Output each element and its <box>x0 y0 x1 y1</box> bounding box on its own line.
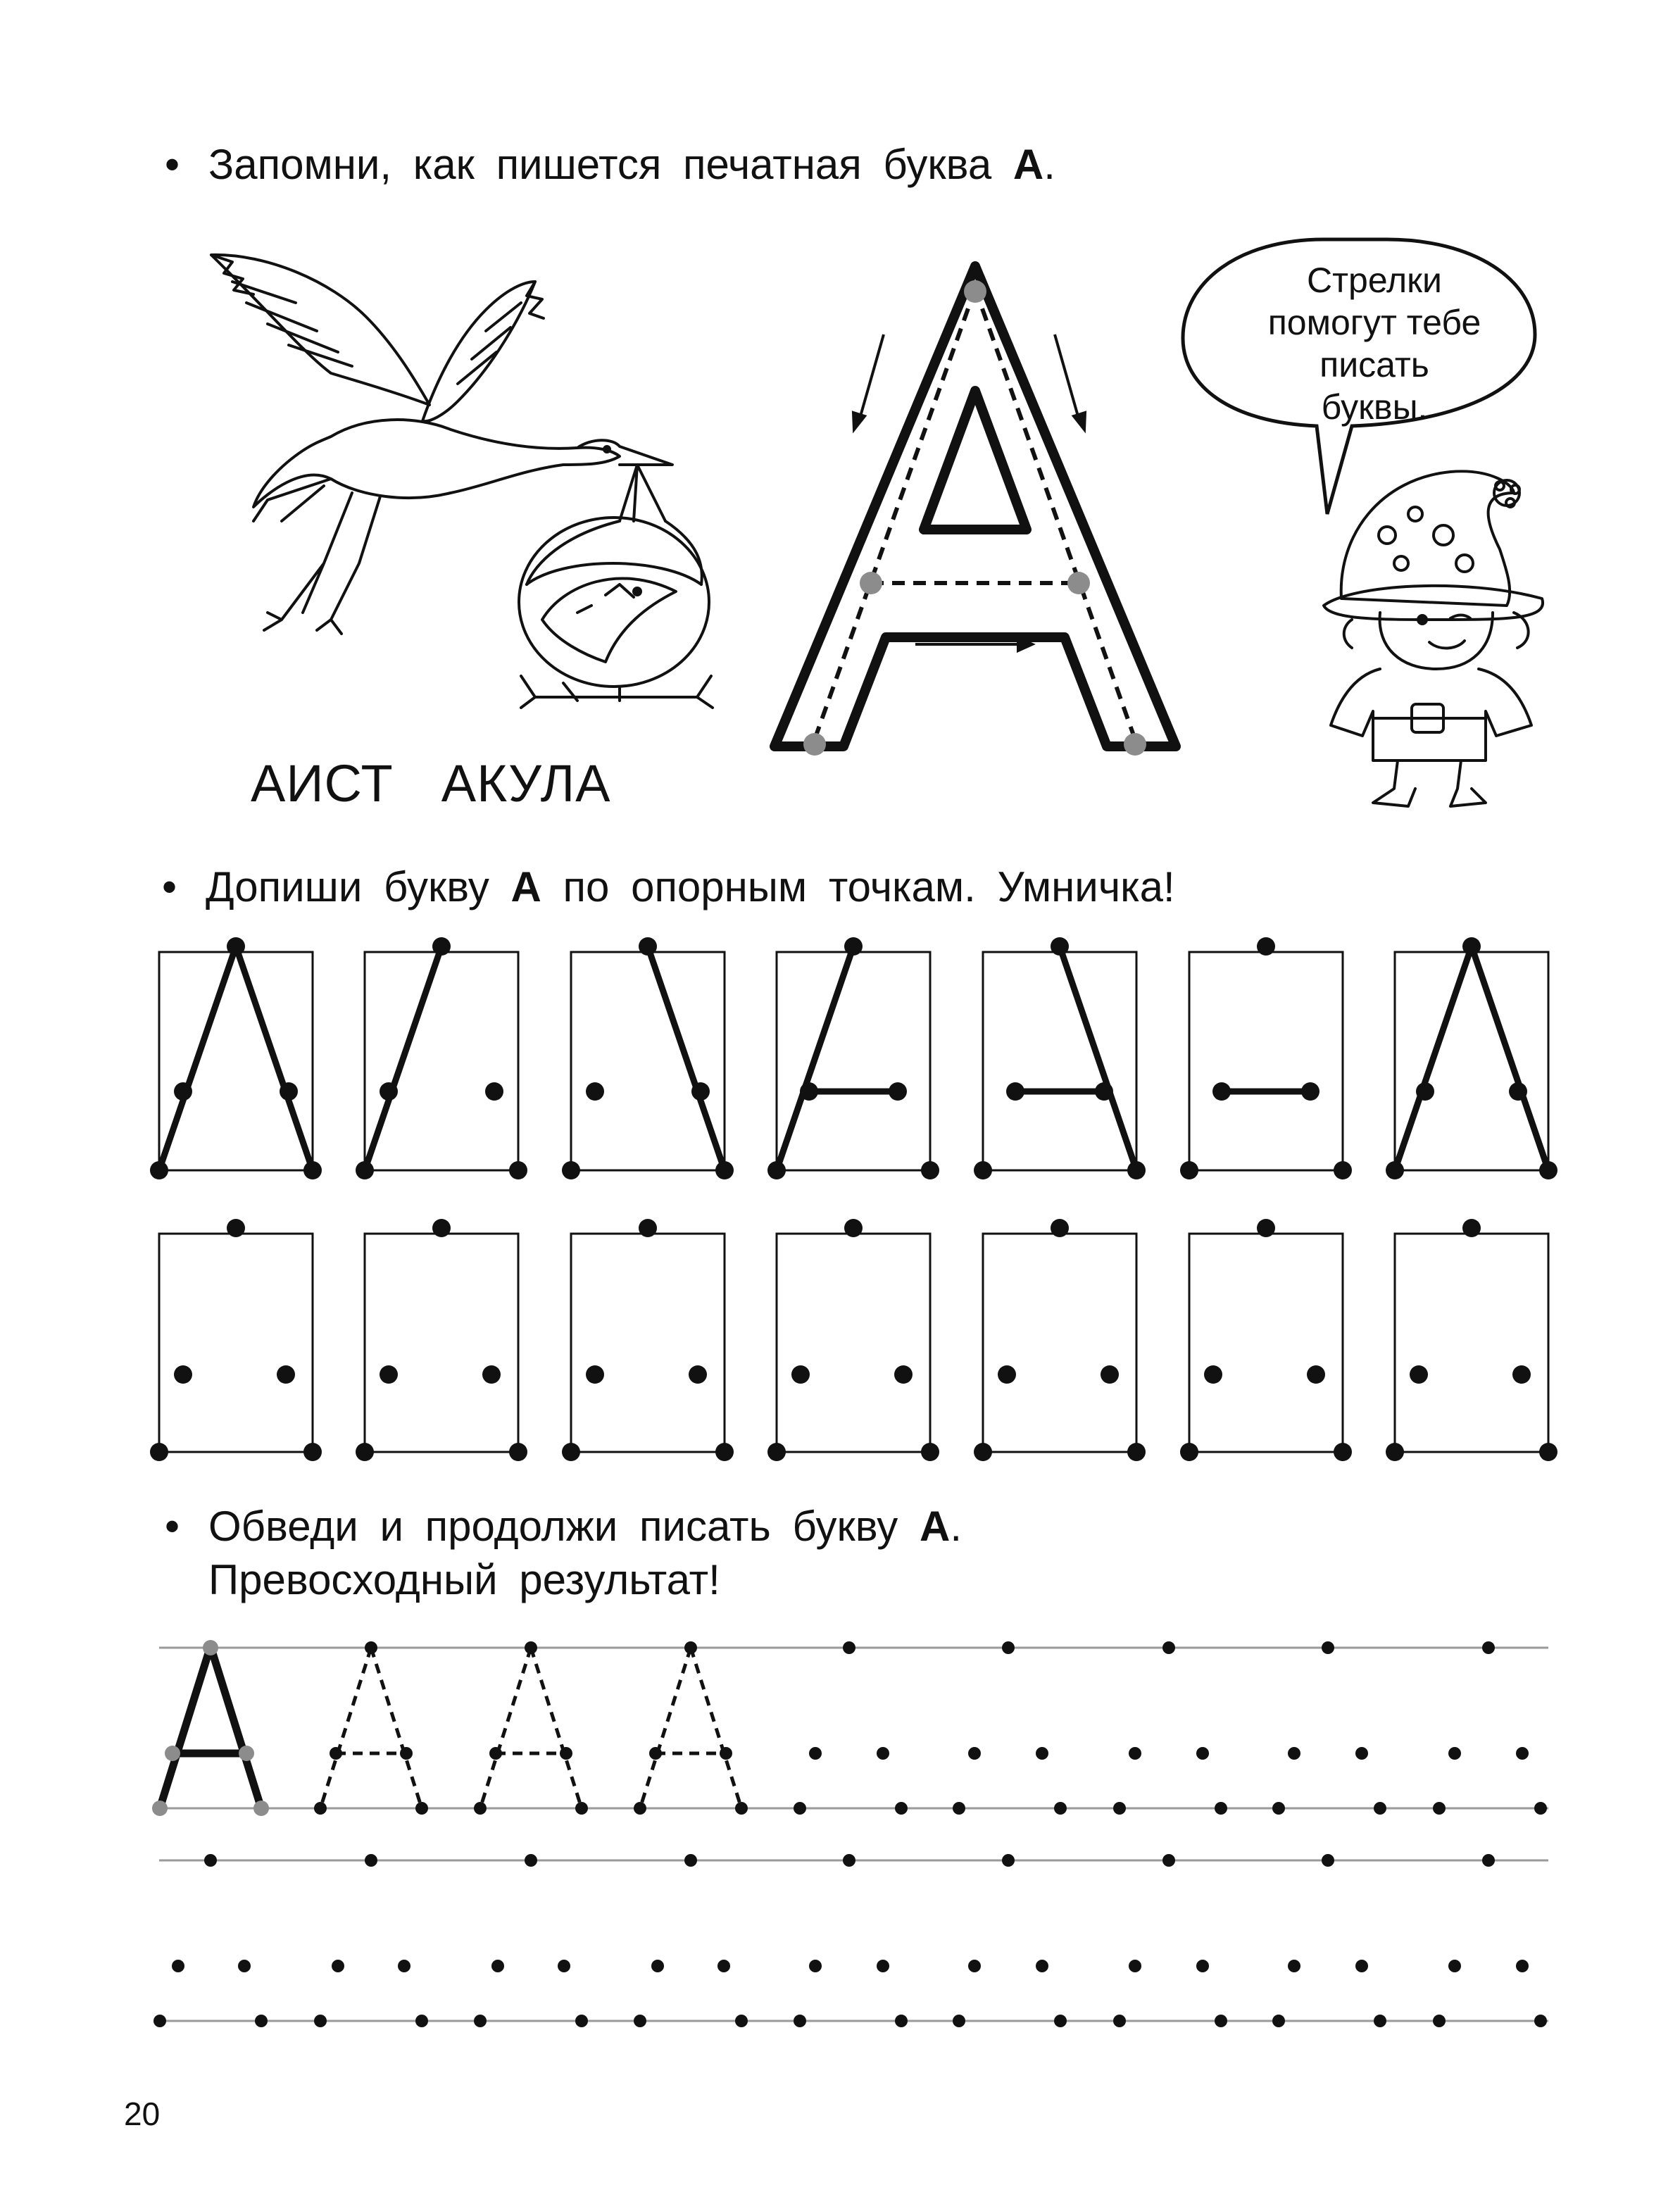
practice-dots-row-2 <box>153 1854 1547 2027</box>
instruction-letter: А <box>510 863 541 910</box>
instruction-letter: А <box>1013 141 1044 188</box>
bullet: • <box>165 141 180 188</box>
word-shark: АКУЛА <box>441 754 611 813</box>
instruction-text-end: по опорным точкам. Умничка! <box>541 863 1175 910</box>
instruction-letter: А <box>919 1503 951 1550</box>
stork-illustration <box>211 255 672 634</box>
sample-letter-a <box>152 1640 269 1816</box>
instruction-text-end: . <box>950 1503 962 1550</box>
instruction-text: Запомни, как пишется печатная буква <box>208 141 1013 188</box>
trace-row-1 <box>150 937 1557 1179</box>
bubble-line-2: помогут тебе <box>1267 303 1481 342</box>
example-words <box>251 753 659 813</box>
word-stork: АИСТ <box>251 754 394 813</box>
speech-bubble-text <box>1262 259 1487 428</box>
instruction-text: Обведи и продолжи писать букву <box>208 1503 920 1550</box>
instruction-2 <box>162 860 1175 914</box>
bubble-line-1: Стрелки <box>1307 261 1442 300</box>
bullet: • <box>165 1503 180 1550</box>
dashed-letters-a <box>320 1648 741 1808</box>
gnome-illustration <box>1324 471 1543 806</box>
page-number: 20 <box>124 2096 161 2132</box>
bullet: • <box>162 863 177 910</box>
instruction-text-end: . <box>1043 141 1055 188</box>
shark-in-bowl-illustration <box>519 518 713 708</box>
writing-lines <box>159 1648 1548 2021</box>
bubble-line-3: писать буквы. <box>1319 345 1429 427</box>
instruction-text: Допиши букву <box>206 863 511 910</box>
trace-row-2 <box>150 1219 1557 1461</box>
instruction-line-2: Превосходный результат! <box>208 1556 720 1603</box>
practice-dots-row-1 <box>794 1641 1547 1815</box>
instruction-3 <box>165 1500 962 1607</box>
large-letter-a <box>775 266 1176 756</box>
